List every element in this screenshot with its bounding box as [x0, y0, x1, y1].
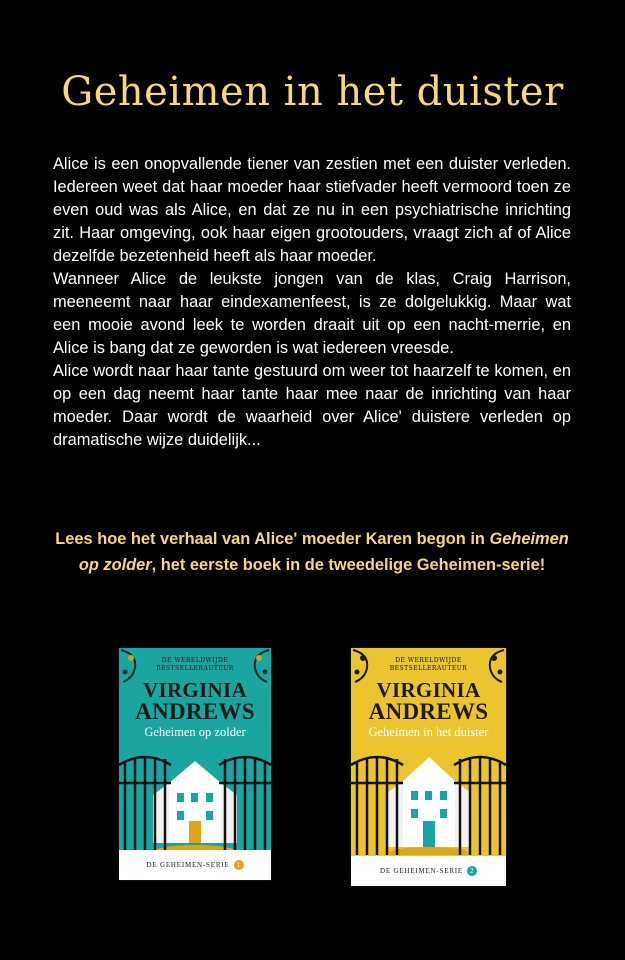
series-footer [351, 856, 506, 886]
tagline-line-2: BESTSELLERAUTEUR [389, 665, 468, 672]
promo-part-1: Lees hoe het verhaal van Alice' moeder Karen begon in [55, 530, 485, 548]
book-tagline [351, 657, 506, 673]
synopsis [53, 153, 571, 452]
promo-book-title: Geheimen op zolder [78, 530, 569, 574]
series-number-badge: 1 [234, 860, 244, 870]
gate-house-illustration [351, 743, 506, 855]
page-title: Geheimen in het duister [61, 69, 564, 115]
tagline-line-2: BESTSELLERAUTEUR [156, 665, 234, 672]
promo-part-2: , het eerste boek in de tweedelige Geheimen-serie! [151, 556, 546, 574]
author-last-name: ANDREWS [135, 699, 255, 724]
series-label: DE GEHEIMEN-SERIE [146, 861, 230, 869]
tagline-line-1: DE WERELDWIJDE [395, 657, 462, 664]
series-label: DE GEHEIMEN-SERIE [379, 867, 463, 875]
gate-house-illustration [119, 743, 271, 855]
series-footer [119, 850, 271, 880]
book-title: Geheimen op zolder [144, 725, 246, 739]
tagline-line-1: DE WERELDWIJDE [161, 657, 229, 664]
book-cover-geheimen-in-het-duister [351, 648, 506, 886]
synopsis-paragraph-2: Wanneer Alice de leukste jongen van de klas, Craig Harrison, meeneemt naar haar eindexamenfeest, is ze dolgelukkig. Maar wat een mooie avond leek te worden draait uit op een nacht-merrie, en Alice is bang dat ze geworden is wat iedereen vreesde. [53, 270, 571, 357]
promo-text [53, 526, 571, 578]
book-title: Geheimen in het duister [368, 725, 489, 739]
book-tagline [119, 657, 271, 673]
synopsis-paragraph-3: Alice wordt naar haar tante gestuurd om weer tot haarzelf te komen, en op een dag neemt haar tante haar mee naar de inrichting van haar moeder. Daar wordt de waarheid over Alice' duistere verleden op dramatische wijze duidelijk... [53, 362, 571, 449]
author-last-name: ANDREWS [368, 699, 489, 724]
author-first-name: VIRGINIA [376, 678, 481, 702]
series-number-badge: 2 [467, 866, 477, 876]
author-first-name: VIRGINIA [143, 678, 247, 702]
synopsis-paragraph-1: Alice is een onopvallende tiener van zestien met een duister verleden. Iedereen weet dat haar moeder haar stiefvader heeft vermoord toen ze even oud was als Alice, en dat ze nu in een psychiatrische inrichting zit. Haar omgeving, ook haar eigen grootouders, vraagt zich af of Alice dezelfde bezetenheid heeft als haar moeder. [53, 155, 571, 265]
book-cover-geheimen-op-zolder [119, 648, 271, 880]
